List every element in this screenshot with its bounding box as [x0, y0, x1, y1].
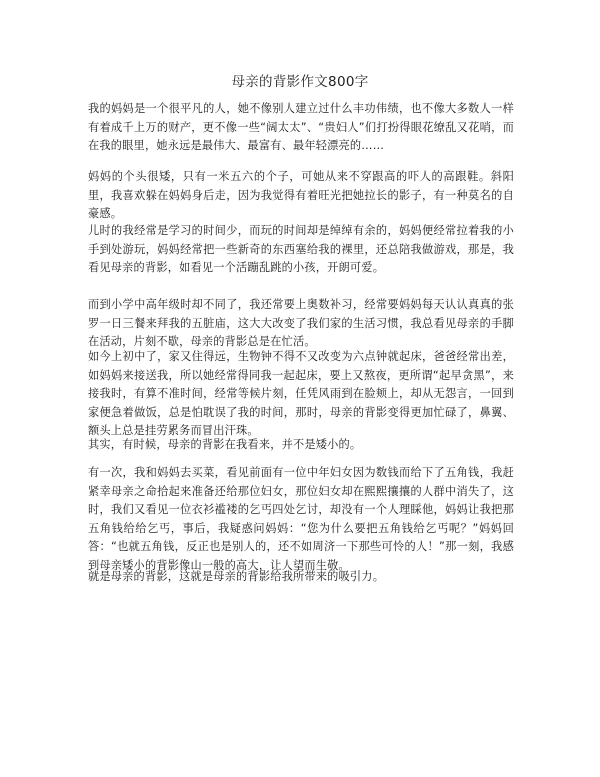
paragraph-6: 其实，有时候，母亲的背影在我看来，并不是矮小的。 [88, 438, 362, 451]
paragraph-8: 就是母亲的背影，这就是母亲的背影给我所带来的吸引力。 [88, 570, 385, 583]
paragraph-5: 如今上初中了，家又住得远，生物钟不得不又改变为六点钟就起床，爸爸经常出差，如妈妈来接送我，所以她经常得同我一起起床，要上又熬夜，更所谓“起早贪黑”，来接我时，有算不准时间，经常等候片刻，任凭风雨到在脸颊上，却从无怨言，一回到家便急着做饭，总是怕耽误了我的时间，那时，母亲的背影变得更加忙碌了，鼻翼、额头上总是挂劳累务而冒出汗珠。 [88, 350, 514, 438]
paragraph-1: 我的妈妈是一个很平凡的人，她不像别人建立过什么丰功伟绩，也不像大多数人一样有着成千上万的财产，更不像一些“阔太太”、“贵妇人”们打扮得眼花缭乱又花哨，而在我的眼里，她永远是最伟大、最富有、最年轻漂亮的…… [88, 102, 514, 153]
document-title: 母亲的背影作文800字 [231, 74, 369, 90]
paragraph-7: 有一次，我和妈妈去买菜，看见前面有一位中年妇女因为数钱而给下了五角钱，我赶紧幸母亲之命拾起来准备还给那位妇女，那位妇女却在熙熙攘攘的人群中消失了，这时，我们又看见一位衣衫褴褛的乞丐四处乞讨，却没有一个人理睬他，妈妈让我把那五角钱给给乞丐，事后，我疑惑问妈妈：“您为什么要把五角钱给乞丐呢？”妈妈回答：“也就五角钱，反正也是别人的，还不如周济一下那些可怜的人！”那一刻，我感到母亲矮小的背影像山一般的高大，让人望而生敬。 [88, 466, 514, 572]
paragraph-2: 妈妈的个头很矮，只有一米五六的个子，可她从来不穿跟高的吓人的高跟鞋。斜阳里，我喜欢躲在妈妈身后走，因为我觉得有着旺光把她拉长的影子，有一种莫名的自豪感。 [88, 170, 514, 221]
paragraph-3: 儿时的我经常是学习的时间少，而玩的时间却是绰绰有余的，妈妈便经常拉着我的小手到处游玩，妈妈经常把一些新奇的东西塞给我的裸里，还总陪我做游戏，那是，我看见母亲的背影，如看见一个活蹦乱跳的小孩，开朗可爱。 [88, 224, 514, 275]
paragraph-4: 而到小学中高年级时却不同了，我还常要上奥数补习，经常要妈妈每天认认真真的张罗一日三餐来拜我的五脏庙，这大大改变了我们家的生活习惯，我总看见母亲的手脚在活动，片刻不歇，母亲的背影总是在忙活。 [88, 298, 514, 349]
